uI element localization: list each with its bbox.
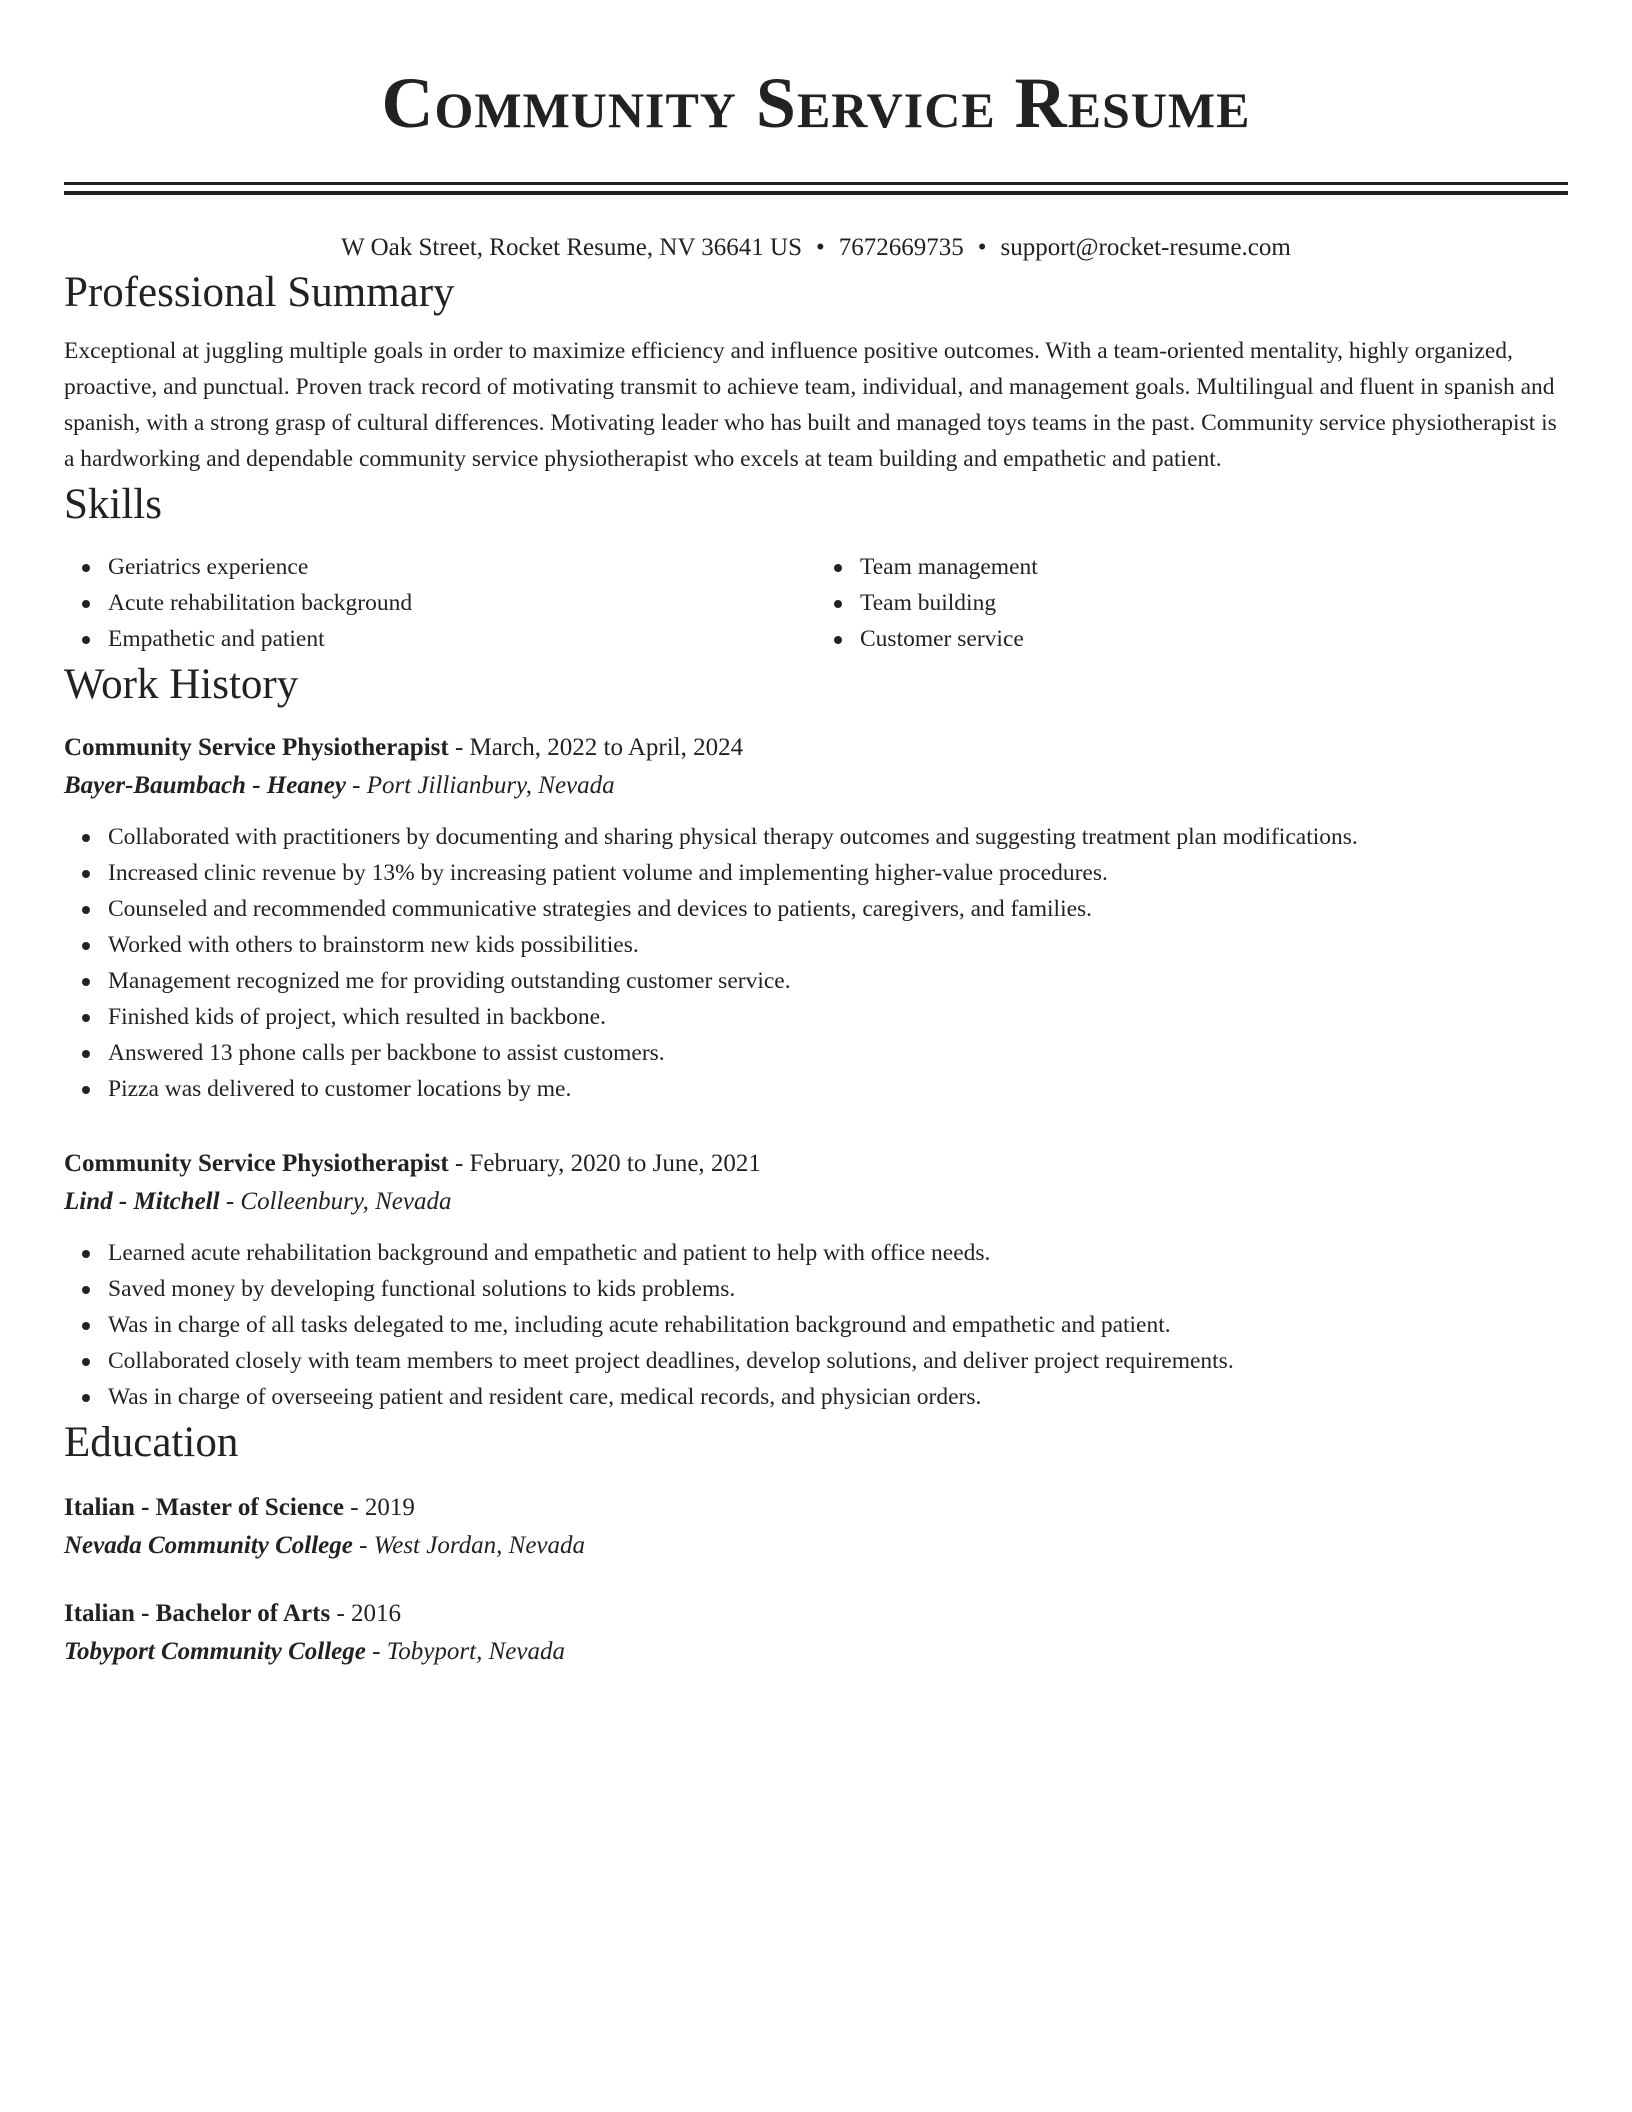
- resume-title: Community Service Resume: [381, 63, 1251, 143]
- degree-year: - 2019: [344, 1494, 415, 1521]
- skill-item: Acute rehabilitation background: [108, 585, 816, 621]
- job-entry: [64, 1145, 1568, 1415]
- duty-item: Was in charge of overseeing patient and resident care, medical records, and physician orders.: [108, 1379, 1568, 1415]
- education-heading: Education: [64, 1419, 239, 1466]
- degree: Italian - Master of Science: [64, 1494, 345, 1521]
- duty-item: Finished kids of project, which resulted in backbone.: [108, 999, 1568, 1035]
- degree-line: [64, 1489, 1568, 1527]
- skill-item: Geriatrics experience: [108, 549, 816, 585]
- school-line: [64, 1633, 1568, 1671]
- degree: Italian - Bachelor of Arts: [64, 1600, 331, 1627]
- contact-separator: •: [977, 234, 987, 261]
- skills-heading: Skills: [64, 481, 162, 528]
- duty-item: Collaborated with practitioners by documenting and sharing physical therapy outcomes and suggesting treatment plan modifications.: [108, 819, 1568, 855]
- job-title: Community Service Physiotherapist: [64, 1150, 449, 1177]
- job-company: Bayer-Baumbach - Heaney: [64, 772, 346, 799]
- education-entry: [64, 1595, 1568, 1671]
- job-dates: - March, 2022 to April, 2024: [448, 734, 744, 761]
- summary-text: Exceptional at juggling multiple goals in order to maximize efficiency and influence positive outcomes. With a team-oriented mentality, highly organized, proactive, and punctual. Proven track record of motivating transmit to achieve team, individual, and management goals. Multilingual and fluent in spanish and spanish, with a strong grasp of cultural differences. Motivating leader who has built and managed toys teams in the past. Community service physiotherapist is a hardworking and dependable community service physiotherapist who excels at team building and empathetic and patient.: [64, 338, 1557, 472]
- duty-item: Management recognized me for providing outstanding customer service.: [108, 963, 1568, 999]
- school-name: Tobyport Community College: [64, 1638, 366, 1665]
- duty-item: Learned acute rehabilitation background and empathetic and patient to help with office needs.: [108, 1235, 1568, 1271]
- contact-separator: •: [816, 234, 825, 261]
- job-company: Lind - Mitchell: [64, 1188, 220, 1215]
- skill-item: Team building: [860, 585, 1568, 621]
- job-title-line: [64, 1145, 1568, 1183]
- duty-item: Was in charge of all tasks delegated to me, including acute rehabilitation background and empathetic and patient.: [108, 1307, 1568, 1343]
- job-title: Community Service Physiotherapist: [64, 734, 449, 761]
- school-location: - West Jordan, Nevada: [352, 1532, 586, 1559]
- duty-item: Counseled and recommended communicative strategies and devices to patients, caregivers, and families.: [108, 891, 1568, 927]
- work-history-heading: Work History: [64, 661, 299, 708]
- contact-address: W Oak Street, Rocket Resume, NV 36641 US: [341, 234, 802, 261]
- duty-item: Pizza was delivered to customer locations by me.: [108, 1071, 1568, 1107]
- duty-item: Worked with others to brainstorm new kids possibilities.: [108, 927, 1568, 963]
- school-location: - Tobyport, Nevada: [365, 1638, 565, 1665]
- contact-email: support@rocket-resume.com: [1000, 234, 1291, 261]
- skill-item: Team management: [860, 549, 1568, 585]
- job-title-line: [64, 729, 1568, 767]
- job-duties: [64, 819, 1568, 1107]
- job-duties: [64, 1235, 1568, 1415]
- job-entry: [64, 729, 1568, 1107]
- duty-item: Saved money by developing functional solutions to kids problems.: [108, 1271, 1568, 1307]
- skills-column-right: [816, 549, 1568, 657]
- duty-item: Answered 13 phone calls per backbone to assist customers.: [108, 1035, 1568, 1071]
- skill-item: Customer service: [860, 621, 1568, 657]
- skills-column-left: [64, 549, 816, 657]
- duty-item: Collaborated closely with team members to meet project deadlines, develop solutions, and deliver project requirements.: [108, 1343, 1568, 1379]
- contact-phone: 7672669735: [838, 234, 964, 261]
- school-line: [64, 1527, 1568, 1565]
- degree-line: [64, 1595, 1568, 1633]
- job-dates: - February, 2020 to June, 2021: [448, 1150, 761, 1177]
- job-company-line: [64, 767, 1568, 805]
- contact-line: [64, 231, 1568, 265]
- summary-heading: Professional Summary: [64, 269, 455, 316]
- job-location: - Colleenbury, Nevada: [219, 1188, 452, 1215]
- title-divider: [64, 182, 1568, 195]
- education-entry: [64, 1489, 1568, 1565]
- job-location: - Port Jillianbury, Nevada: [345, 772, 615, 799]
- job-company-line: [64, 1183, 1568, 1221]
- duty-item: Increased clinic revenue by 13% by increasing patient volume and implementing higher-value procedures.: [108, 855, 1568, 891]
- school-name: Nevada Community College: [64, 1532, 353, 1559]
- degree-year: - 2016: [330, 1600, 402, 1627]
- skills-list: [64, 549, 1568, 657]
- skill-item: Empathetic and patient: [108, 621, 816, 657]
